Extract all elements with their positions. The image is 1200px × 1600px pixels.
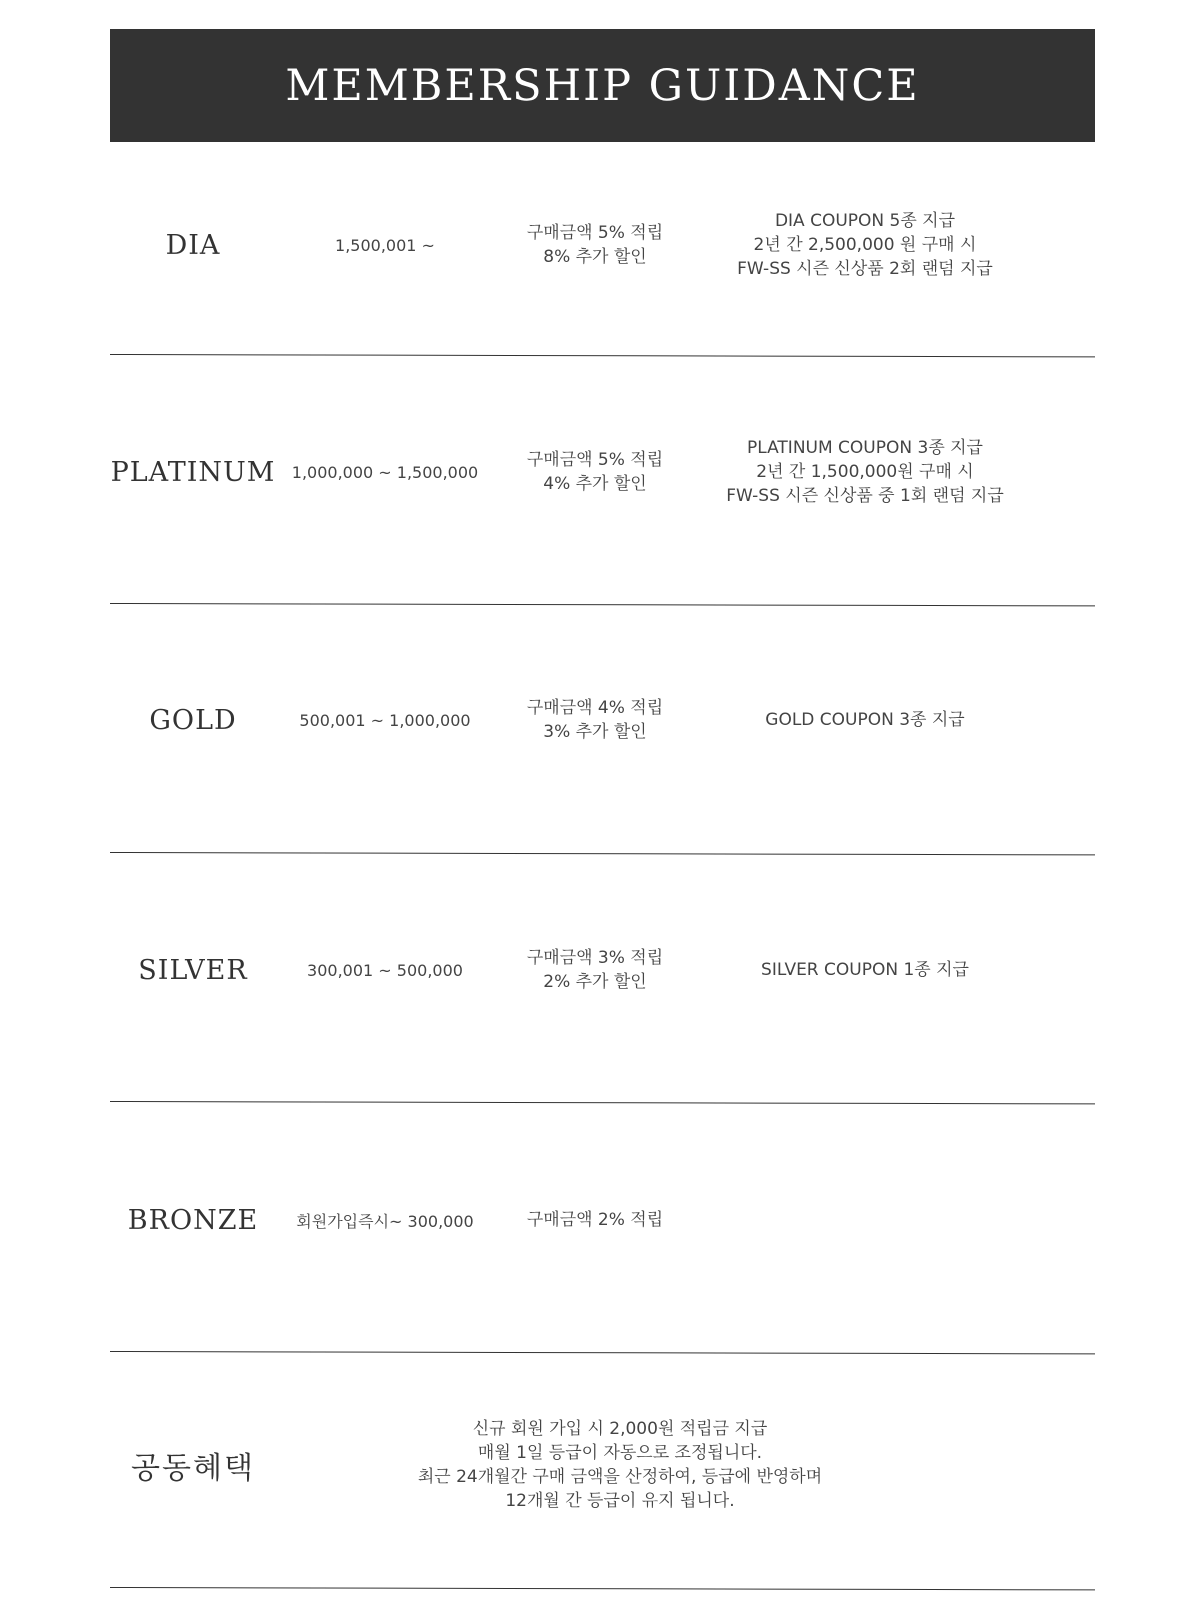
- tier-reward: [495, 1140, 695, 1300]
- tier-coupon: [700, 890, 1030, 1050]
- tier-range: 1,500,001 ~: [335, 235, 435, 255]
- reward-line: 구매금액 2% 적립: [526, 1210, 664, 1230]
- reward-line: 구매금액 5% 적립: [526, 450, 664, 470]
- reward-line: 구매금액 4% 적립: [526, 698, 664, 718]
- common-line: 신규 회원 가입 시 2,000원 적립금 지급: [472, 1419, 768, 1439]
- tier-range: 300,001 ~ 500,000: [307, 960, 463, 980]
- tier-coupon: [700, 640, 1030, 800]
- common-benefits-text: [340, 1385, 900, 1545]
- coupon-line: PLATINUM COUPON 3종 지급: [747, 438, 983, 458]
- tier-name: GOLD: [149, 704, 237, 736]
- tier-row-gold: [110, 640, 1095, 800]
- reward-line: 2% 추가 할인: [543, 972, 647, 992]
- tier-row-platinum: [110, 392, 1095, 552]
- tier-range: 회원가입즉시~ 300,000: [296, 1211, 474, 1231]
- coupon-line: FW-SS 시즌 신상품 2회 랜덤 지급: [737, 259, 993, 279]
- row-divider: [110, 603, 1095, 606]
- coupon-line: 2년 간 1,500,000원 구매 시: [756, 462, 974, 482]
- coupon-line: 2년 간 2,500,000 원 구매 시: [753, 235, 977, 255]
- header-banner: [110, 29, 1095, 142]
- row-divider: [110, 1101, 1095, 1104]
- coupon-line: SILVER COUPON 1종 지급: [761, 960, 969, 980]
- coupon-line: FW-SS 시즌 신상품 중 1회 랜덤 지급: [726, 486, 1004, 506]
- tier-reward: [495, 392, 695, 552]
- common-line: 매월 1일 등급이 자동으로 조정됩니다.: [477, 1443, 763, 1463]
- tier-range: 500,001 ~ 1,000,000: [299, 710, 471, 730]
- row-divider: [110, 1587, 1095, 1590]
- tier-coupon: [700, 165, 1030, 325]
- common-benefits-row: [110, 1385, 1095, 1545]
- reward-line: 3% 추가 할인: [543, 722, 647, 742]
- page-title: MEMBERSHIP GUIDANCE: [285, 60, 920, 111]
- tier-row-silver: [110, 890, 1095, 1050]
- coupon-line: DIA COUPON 5종 지급: [774, 211, 956, 231]
- tier-name: SILVER: [138, 954, 248, 986]
- common-line: 12개월 간 등급이 유지 됩니다.: [505, 1491, 735, 1511]
- reward-line: 4% 추가 할인: [543, 474, 647, 494]
- row-divider: [110, 852, 1095, 855]
- row-divider: [110, 354, 1095, 357]
- reward-line: 구매금액 3% 적립: [526, 948, 664, 968]
- tier-name: BRONZE: [127, 1204, 259, 1236]
- tier-row-bronze: [110, 1140, 1095, 1300]
- reward-line: 구매금액 5% 적립: [526, 223, 664, 243]
- tier-coupon: [700, 392, 1030, 552]
- tier-name: DIA: [165, 229, 221, 261]
- tier-range: 1,000,000 ~ 1,500,000: [291, 462, 479, 482]
- coupon-line: GOLD COUPON 3종 지급: [765, 710, 965, 730]
- tier-reward: [495, 890, 695, 1050]
- tier-row-dia: [110, 165, 1095, 325]
- reward-line: 8% 추가 할인: [543, 247, 647, 267]
- common-benefits-title: 공동혜택: [131, 1451, 255, 1486]
- tier-reward: [495, 640, 695, 800]
- common-line: 최근 24개월간 구매 금액을 산정하여, 등급에 반영하며: [417, 1467, 823, 1487]
- tier-reward: [495, 165, 695, 325]
- tier-name: PLATINUM: [110, 456, 276, 488]
- row-divider: [110, 1351, 1095, 1354]
